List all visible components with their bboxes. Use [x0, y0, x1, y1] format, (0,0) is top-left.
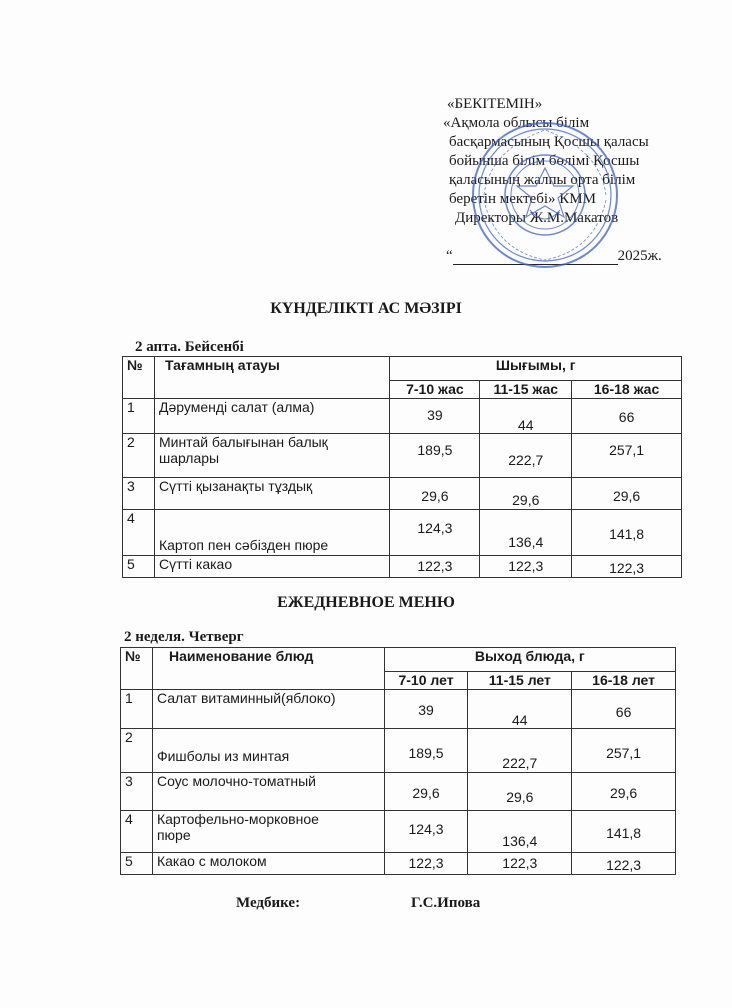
kz-menu-table	[122, 356, 682, 578]
approval-line: қаласының жалпы орта білім	[449, 172, 636, 188]
value-cell: 29,6	[572, 773, 676, 811]
value-cell: 29,6	[480, 478, 572, 510]
value-cell: 39	[384, 690, 468, 729]
row-num: 1	[123, 399, 155, 434]
row-num: 5	[123, 556, 155, 578]
row-num: 2	[121, 729, 153, 773]
approval-line: «БЕКІТЕМІН»	[447, 96, 543, 112]
value-cell: 29,6	[468, 773, 572, 811]
value-cell: 222,7	[468, 729, 572, 773]
dish-name-line: пюре	[156, 827, 191, 843]
col-output-header: Шығымы, г	[390, 357, 682, 381]
approval-line: Директоры Ж.М.Макатов	[455, 210, 619, 226]
table-row	[121, 773, 676, 811]
value-cell: 189,5	[384, 729, 468, 773]
dish-name	[152, 811, 384, 853]
signature-name: Г.С.Ипова	[411, 895, 481, 911]
value-cell: 141,8	[572, 510, 682, 556]
dish-name-line: Соус молочно-томатный	[156, 773, 316, 789]
table-row	[123, 434, 682, 478]
dish-name	[152, 853, 384, 875]
dish-name-line: Дәруменді салат (алма)	[158, 399, 315, 415]
value-cell: 29,6	[384, 773, 468, 811]
value-cell: 124,3	[390, 510, 480, 556]
dish-name	[154, 556, 390, 578]
value-cell: 29,6	[572, 478, 682, 510]
dish-name-line: Фишболы из минтая	[156, 748, 290, 764]
value-cell: 257,1	[572, 434, 682, 478]
dish-name-line: Картоп пен сәбізден пюре	[158, 537, 329, 553]
dish-name-line: Салат витаминный(яблоко)	[156, 690, 336, 706]
age-header: 16-18 жас	[572, 381, 682, 399]
table-row	[123, 399, 682, 434]
table-row	[121, 690, 676, 729]
dish-name-line: Сүтті қызанақты тұздық	[158, 478, 313, 494]
dish-name-line: Сүтті какао	[158, 556, 233, 572]
dish-name	[154, 399, 390, 434]
dish-name	[154, 434, 390, 478]
row-num: 1	[121, 690, 153, 729]
value-cell: 136,4	[468, 811, 572, 853]
value-cell: 122,3	[390, 556, 480, 578]
value-cell: 44	[480, 399, 572, 434]
col-output-header: Выход блюда, г	[384, 648, 675, 672]
value-cell: 39	[390, 399, 480, 434]
dish-name-line: шарлары	[158, 450, 220, 466]
col-name-header: Тағамның атауы	[154, 357, 390, 399]
ru-menu-table	[120, 647, 676, 875]
approval-line: «Ақмола облысы білім	[443, 115, 590, 131]
approval-line: басқармасының Қосшы қаласы	[449, 134, 649, 150]
value-cell: 122,3	[468, 853, 572, 875]
row-num: 3	[123, 478, 155, 510]
table-row	[121, 853, 676, 875]
value-cell: 136,4	[480, 510, 572, 556]
value-cell: 122,3	[480, 556, 572, 578]
ru-heading: ЕЖЕДНЕВНОЕ МЕНЮ	[277, 594, 455, 611]
value-cell: 122,3	[572, 853, 676, 875]
date-prefix: “	[446, 248, 453, 264]
dish-name-line: Минтай балығынан балық	[158, 434, 328, 450]
value-cell: 122,3	[384, 853, 468, 875]
dish-name	[154, 510, 390, 556]
value-cell: 124,3	[384, 811, 468, 853]
approval-line: беретін мектебі» КММ	[449, 191, 596, 207]
kz-heading: КҮНДЕЛІКТІ АС МӘЗІРІ	[270, 300, 462, 317]
table-row	[121, 811, 676, 853]
table-row	[123, 510, 682, 556]
age-header: 11-15 жас	[480, 381, 572, 399]
value-cell: 66	[572, 399, 682, 434]
value-cell: 122,3	[572, 556, 682, 578]
kz-subheading: 2 апта. Бейсенбі	[135, 339, 244, 355]
age-header: 7-10 лет	[384, 672, 468, 690]
row-num: 3	[121, 773, 153, 811]
col-num-header: №	[121, 648, 153, 690]
value-cell: 66	[572, 690, 676, 729]
age-header: 11-15 лет	[468, 672, 572, 690]
age-header: 7-10 жас	[390, 381, 480, 399]
table-row	[121, 729, 676, 773]
dish-name-line: Картофельно-морковное	[156, 811, 319, 827]
date-suffix: 2025ж.	[617, 248, 662, 264]
row-num: 2	[123, 434, 155, 478]
col-name-header: Наименование блюд	[152, 648, 384, 690]
table-row	[123, 478, 682, 510]
dish-name	[152, 773, 384, 811]
value-cell: 222,7	[480, 434, 572, 478]
seal-stamp-icon	[470, 120, 620, 270]
signature-role: Медбике:	[236, 895, 301, 911]
value-cell: 44	[468, 690, 572, 729]
dish-name	[152, 690, 384, 729]
row-num: 4	[123, 510, 155, 556]
approval-line: бойынша білім бөлімі Қосшы	[449, 153, 640, 169]
row-num: 4	[121, 811, 153, 853]
table-header-row	[123, 357, 682, 381]
value-cell: 141,8	[572, 811, 676, 853]
value-cell: 189,5	[390, 434, 480, 478]
age-header: 16-18 лет	[572, 672, 676, 690]
dish-name	[152, 729, 384, 773]
col-num-header: №	[123, 357, 155, 399]
dish-name	[154, 478, 390, 510]
table-row	[123, 556, 682, 578]
value-cell: 29,6	[390, 478, 480, 510]
row-num: 5	[121, 853, 153, 875]
dish-name-line: Какао с молоком	[156, 853, 267, 869]
table-header-row	[121, 648, 676, 672]
value-cell: 257,1	[572, 729, 676, 773]
ru-subheading: 2 неделя. Четверг	[124, 629, 244, 645]
